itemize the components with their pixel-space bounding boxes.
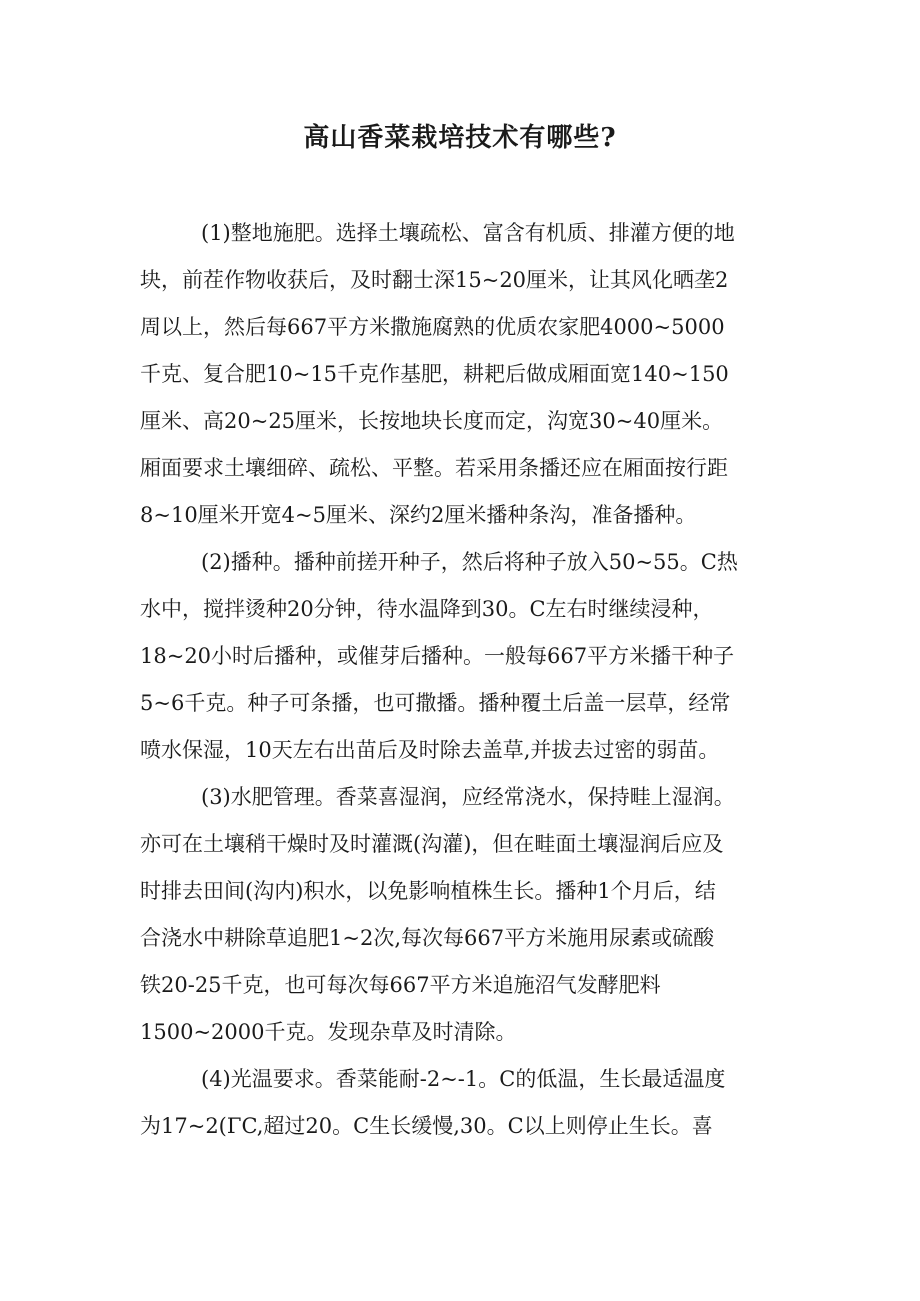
text-line: 亦可在土壤稍干燥时及时灌溉(沟灌)，但在畦面土壤湿润后应及	[140, 832, 724, 856]
paragraph-light-temperature	[140, 1056, 790, 1150]
text-line: (1)整地施肥。选择土壤疏松、富含有机质、排灌方便的地	[201, 221, 735, 245]
text-line: 千克、复合肥10~15千克作基肥，耕耙后做成厢面宽140~150	[140, 362, 729, 386]
text-line: 水中，搅拌烫种20分钟，待水温降到30。C左右时继续浸种，	[140, 597, 714, 621]
paragraph-water-fertilizer	[140, 774, 790, 1056]
document-title: 高山香菜栽培技术有哪些?	[303, 123, 617, 153]
paragraph-sowing	[140, 539, 790, 774]
text-line: 时排去田间(沟内)积水，以免影响植株生长。播种1个月后，结	[140, 879, 716, 903]
text-line: (3)水肥管理。香菜喜湿润，应经常浇水，保持畦上湿润。	[201, 785, 735, 809]
text-line: 周以上，然后每667平方米撒施腐熟的优质农家肥4000~5000	[140, 315, 725, 339]
text-line: 1500~2000千克。发现杂草及时清除。	[140, 1020, 517, 1044]
text-line: 8~10厘米开宽4~5厘米、深约2厘米播种条沟，准备播种。	[140, 503, 697, 527]
document-body	[140, 210, 790, 1150]
text-line: 铁20-25千克，也可每次每667平方米追施沼气发酵肥料	[140, 973, 661, 997]
text-line: 5~6千克。种子可条播，也可撒播。播种覆土后盖一层草，经常	[140, 691, 731, 715]
text-line: 合浇水中耕除草追肥1~2次,每次每667平方米施用尿素或硫酸	[140, 926, 715, 950]
text-line: 块，前茬作物收获后，及时翻士深15~20厘米，让其风化晒垄2	[140, 268, 729, 292]
text-line: 厢面要求土壤细碎、疏松、平整。若采用条播还应在厢面按行距	[140, 456, 728, 480]
text-line: (2)播种。播种前搓开种子，然后将种子放入50~55。C热	[201, 550, 738, 574]
text-line: (4)光温要求。香菜能耐-2~-1。C的低温，生长最适温度	[201, 1067, 726, 1091]
text-line: 为17~2(ΓC,超过20。C生长缓慢,30。C以上则停止生长。喜	[140, 1114, 713, 1138]
text-line: 18~20小时后播种，或催芽后播种。一般每667平方米播干种子	[140, 644, 735, 668]
text-line: 喷水保湿，10天左右出苗后及时除去盖草,并拔去过密的弱苗。	[140, 738, 720, 762]
text-line: 厘米、高20~25厘米，长按地块长度而定，沟宽30~40厘米。	[140, 409, 724, 433]
paragraph-soil-preparation	[140, 210, 790, 539]
